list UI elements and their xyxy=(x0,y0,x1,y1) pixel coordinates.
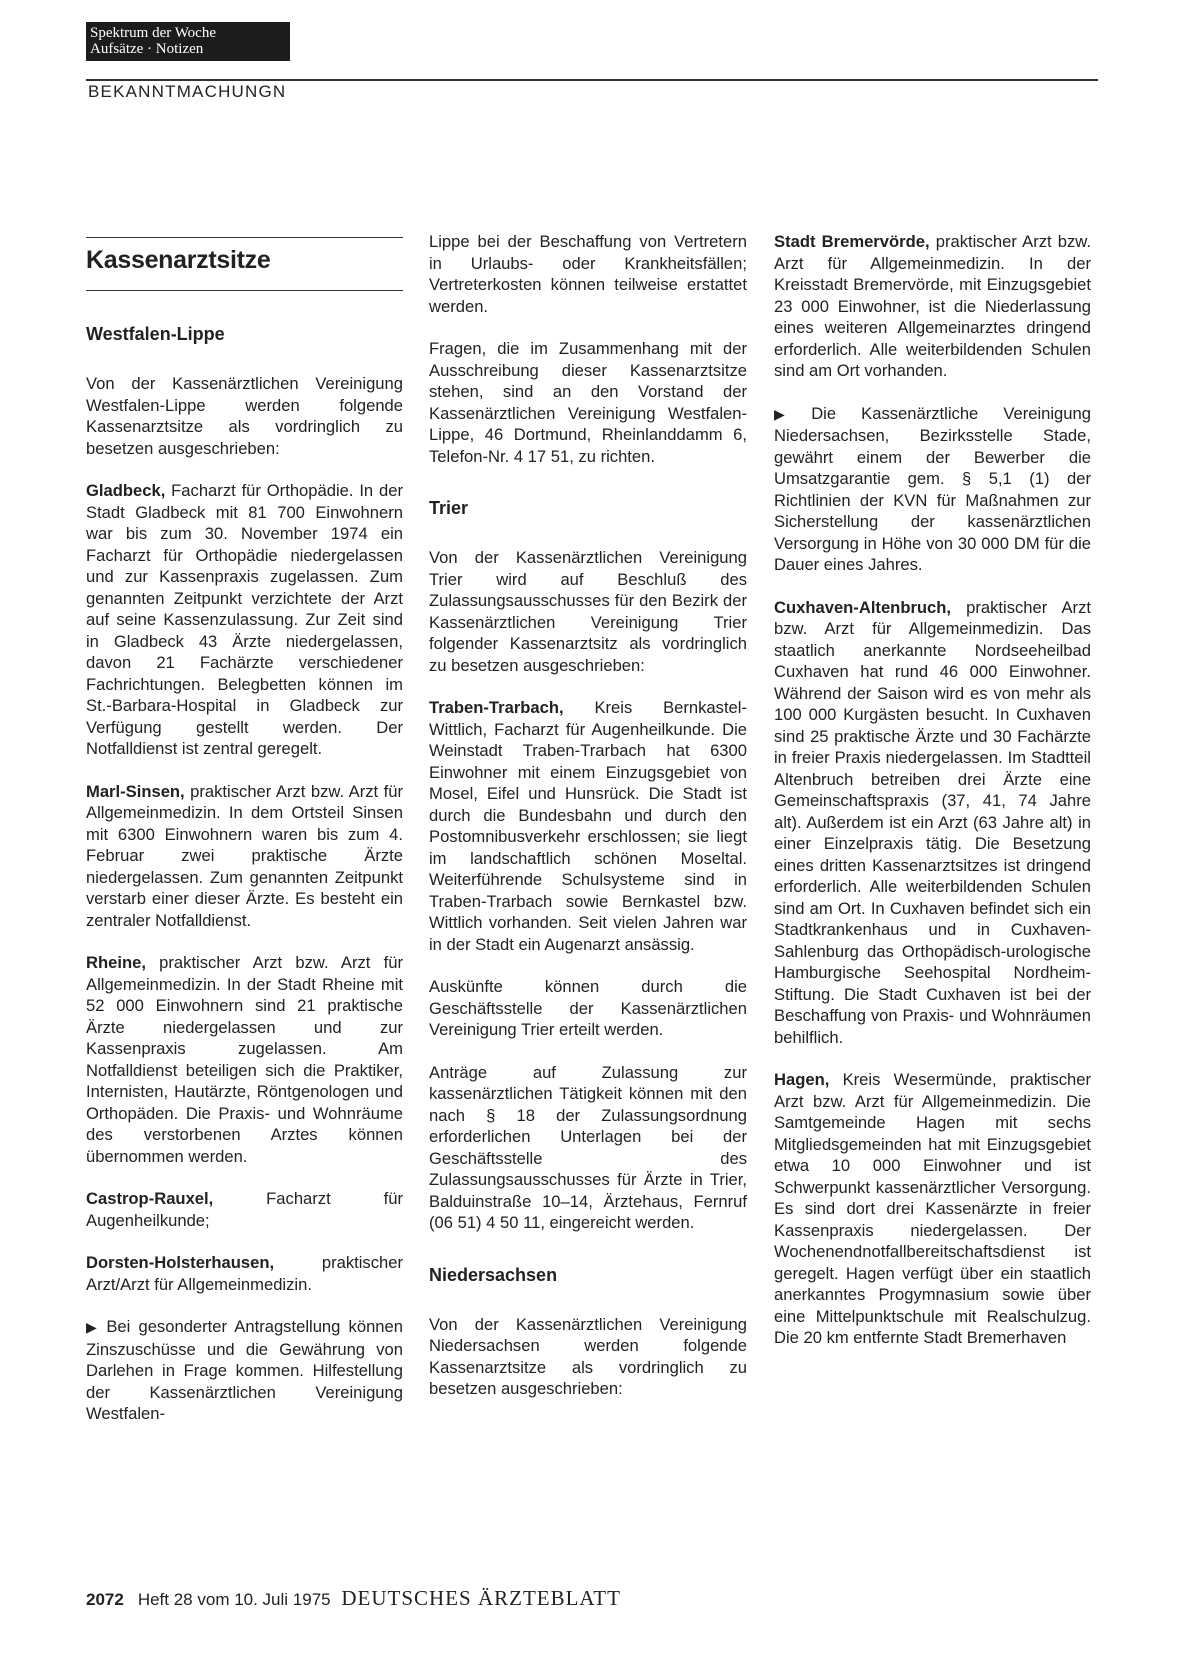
badge-line-2: Aufsätze · Notizen xyxy=(90,41,204,57)
heading-niedersachsen: Niedersachsen xyxy=(429,1264,558,1285)
column-3 xyxy=(774,231,1091,1370)
triangle-right-icon: ▶ xyxy=(774,405,806,422)
article-title: Kassenarztsitze xyxy=(86,246,271,274)
text-bremervoerde: praktischer Arzt bzw. Arzt für Allgemeinmedizin. In der Kreisstadt Bremervörde, mit Einzugsgebiet 23 000 Einwohner, ist die Niederlassung eines weiteren Allgemeinarztes dringend erforderlich. Alle weiterbildenden Schulen sind am Ort vorhanden. xyxy=(774,232,1091,380)
paragraph-gladbeck xyxy=(86,480,403,760)
text-traben-trarbach: Kreis Bernkastel-Wittlich, Facharzt für Augenheilkunde. Die Weinstadt Traben-Trarbach hat 6300 Einwohner mit einem Einzugsgebiet von Mosel, Eifel und Hunsrück. Die Stadt ist durch die Bundesbahn und durch den Postomnibusverkehr erschlossen; sie liegt im landschaftlich schönen Moseltal. Weiterführende Schulsysteme sind in Traben-Trarbach sowie Bernkastel bzw. Wittlich vorhanden. Seit vielen Jahren war in der Stadt ein Augenarzt ansässig. xyxy=(429,698,747,954)
title-rule-top xyxy=(86,237,403,238)
paragraph-vertreter: Lippe bei der Beschaffung von Vertretern in Urlaubs- oder Krankheitsfällen; Vertreterkosten können teilweise erstattet werden. xyxy=(429,232,747,316)
place-marl-sinsen: Marl-Sinsen, xyxy=(86,781,185,801)
paragraph-dorsten xyxy=(86,1252,403,1295)
paragraph-trier-intro: Von der Kassenärztlichen Vereinigung Trier wird auf Beschluß des Zulassungsausschusses für den Bezirk der Kassenärztlichen Vereinigung Trier folgender Kassenarztsitz als vordringlich zu besetzen ausgeschrieben: xyxy=(429,548,747,675)
paragraph-bremervoerde xyxy=(774,231,1091,382)
triangle-right-icon: ▶ xyxy=(86,1319,101,1335)
text-hagen: Kreis Wesermünde, praktischer Arzt bzw. Arzt für Allgemeinmedizin. Die Samtgemeinde Hagen mit sechs Mitgliedsgemeinden hat mit Einzugsgebiet etwa 10 000 Einwohner und ist Schwerpunkt kassenärztlicher Versorgung. Es sind dort drei Kassenärzte in freier Kassenpraxis niedergelassen. Der Wochenendnotfallbereitschaftsdienst ist geregelt. Hagen verfügt über ein staatlich anerkanntes Progymnasium sowie über eine Mittelpunktschule mit Realschulzug. Die 20 km entfernte Stadt Bremerhaven xyxy=(774,1070,1091,1347)
paragraph-zinszuschuesse xyxy=(86,1316,403,1425)
page-footer xyxy=(86,1586,621,1611)
paragraph-marl-sinsen xyxy=(86,781,403,932)
issue-info: Heft 28 vom 10. Juli 1975 xyxy=(137,1590,331,1609)
paragraph-stade xyxy=(774,403,1091,576)
place-gladbeck: Gladbeck, xyxy=(86,481,166,500)
paragraph-traben-trarbach xyxy=(429,697,747,955)
text-zinszuschuesse: Bei gesonderter Antragstellung können Zinszuschüsse und die Gewährung von Darlehen in Frage kommen. Hilfestellung der Kassenärztlichen Vereinigung Westfalen- xyxy=(86,1317,403,1423)
paragraph-fragen: Fragen, die im Zusammenhang mit der Ausschreibung dieser Kassenarztsitze stehen, sind an den Vorstand der Kassenärztlichen Vereinigung Westfalen-Lippe, 46 Dortmund, Rheinlanddamm 6, Telefon-Nr. 4 17 51, zu richten. xyxy=(429,339,747,466)
text-rheine: praktischer Arzt bzw. Arzt für Allgemeinmedizin. In der Stadt Rheine mit 52 000 Einwohnern sind 21 praktische Ärzte niedergelassen und zur Kassenpraxis zugelassen. Am Notfalldienst beteiligen sich die Praktiker, Internisten, Hautärzte, Röntgenologen und Orthopäden. Die Praxis- und Wohnräume des verstorbenen Arztes können übernommen werden. xyxy=(86,953,403,1166)
paragraph-cuxhaven xyxy=(774,597,1091,1049)
text-castrop-rauxel: Facharzt für Augenheilkunde; xyxy=(86,1189,403,1230)
paragraph-niedersachsen-intro: Von der Kassenärztlichen Vereinigung Niedersachsen werden folgende Kassenarztsitze als vordringlich zu besetzen ausgeschrieben: xyxy=(429,1314,747,1398)
text-marl-sinsen: praktischer Arzt bzw. Arzt für Allgemeinmedizin. In dem Ortsteil Sinsen mit 6300 Einwohnern waren bis zum 4. Februar zwei praktische Ärzte niedergelassen. Zum genannten Zeitpunkt verstarb einer dieser Ärzte. Es besteht ein zentraler Notfalldienst. xyxy=(86,781,403,930)
paragraph-auskuenfte: Auskünfte können durch die Geschäftsstelle der Kassenärztlichen Vereinigung Trier erteilt werden. xyxy=(429,977,747,1039)
paragraph-rheine xyxy=(86,952,403,1167)
text-cuxhaven: praktischer Arzt bzw. Arzt für Allgemeinmedizin. Das staatlich anerkannte Nordseeheilbad Cuxhaven hat rund 46 000 Einwohner. Während der Saison wird es von mehr als 100 000 Kurgästen besucht. In Cuxhaven sind 25 praktische Ärzte und 30 Fachärzte in freier Praxis niedergelassen. Im Stadtteil Altenbruch betreiben drei Ärzte eine Gemeinschaftspraxis (37, 41, 74 Jahre alt). Außerdem ist ein Arzt (63 Jahre alt) in einer Einzelpraxis tätig. Die Besetzung eines dritten Kassenarztsitzes ist dringend erforderlich. Alle weiterbildenden Schulen sind am Ort. In Cuxhaven befindet sich ein Stadtkrankenhaus und in Cuxhaven-Sahlenburg das Orthopädisch-urologische Hamburgische Seehospital Nordheim-Stiftung. Die Stadt Cuxhaven ist bei der Beschaffung von Praxis- und Wohnräumen behilflich. xyxy=(774,597,1091,1047)
section-label: BEKANNTMACHUNGN xyxy=(88,82,287,101)
place-bremervoerde: Stadt Bremervörde, xyxy=(774,232,930,251)
place-castrop-rauxel: Castrop-Rauxel, xyxy=(86,1189,214,1208)
title-rule-bottom xyxy=(86,290,403,291)
paragraph-westfalen-intro: Von der Kassenärztlichen Vereinigung Westfalen-Lippe werden folgende Kassenarztsitze als vordringlich zu besetzen ausgeschrieben: xyxy=(86,374,403,458)
heading-westfalen-lippe: Westfalen-Lippe xyxy=(86,324,225,344)
column-2 xyxy=(429,231,747,1421)
paragraph-antraege: Anträge auf Zulassung zur kassenärztlichen Tätigkeit können mit den nach § 18 der Zulassungsordnung erforderlichen Unterlagen bei der Geschäftsstelle des Zulassungsausschusses für Ärzte in Trier, Balduinstraße 10–14, Ärztehaus, Fernruf (06 51) 4 50 11, eingereicht werden. xyxy=(429,1062,747,1232)
badge-line-1: Spektrum der Woche xyxy=(90,25,216,41)
place-cuxhaven: Cuxhaven-Altenbruch, xyxy=(774,597,952,617)
place-dorsten: Dorsten-Holsterhausen, xyxy=(86,1253,275,1272)
text-stade: Die Kassenärztliche Vereinigung Niedersachsen, Bezirksstelle Stade, gewährt einem der Bewerber die Umsatzgarantie gem. § 5,1 (1) der Richtlinien der KVN für Maßnahmen zur Sicherstellung der kassenärztlichen Versorgung in Höhe von 30 000 DM für die Dauer eines Jahres. xyxy=(774,403,1091,574)
section-badge xyxy=(86,22,290,61)
heading-trier: Trier xyxy=(429,498,469,518)
journal-name: DEUTSCHES ÄRZTEBLATT xyxy=(341,1586,621,1610)
page-number: 2072 xyxy=(86,1590,124,1609)
place-rheine: Rheine, xyxy=(86,953,146,972)
paragraph-castrop-rauxel xyxy=(86,1188,403,1231)
paragraph-hagen xyxy=(774,1069,1091,1349)
top-rule xyxy=(86,79,1098,81)
text-gladbeck: Facharzt für Orthopädie. In der Stadt Gladbeck mit 81 700 Einwohnern war bis zum 30. November 1974 ein Facharzt für Orthopädie niedergelassen und zur Kassenpraxis zugelassen. Zum genannten Zeitpunkt verzichtete der Arzt auf seine Kassenzulassung. Zur Zeit sind in Gladbeck 43 Ärzte niedergelassen, davon 21 Fachärzte verschiedener Fachrichtungen. Belegbetten können im St.-Barbara-Hospital in Gladbeck zur Verfügung gestellt werden. Der Notfalldienst ist zentral geregelt. xyxy=(86,481,403,758)
place-hagen: Hagen, xyxy=(774,1070,830,1089)
text-dorsten: praktischer Arzt/Arzt für Allgemeinmedizin. xyxy=(86,1253,403,1294)
place-traben-trarbach: Traben-Trarbach, xyxy=(429,698,564,717)
column-1 xyxy=(86,237,403,1446)
